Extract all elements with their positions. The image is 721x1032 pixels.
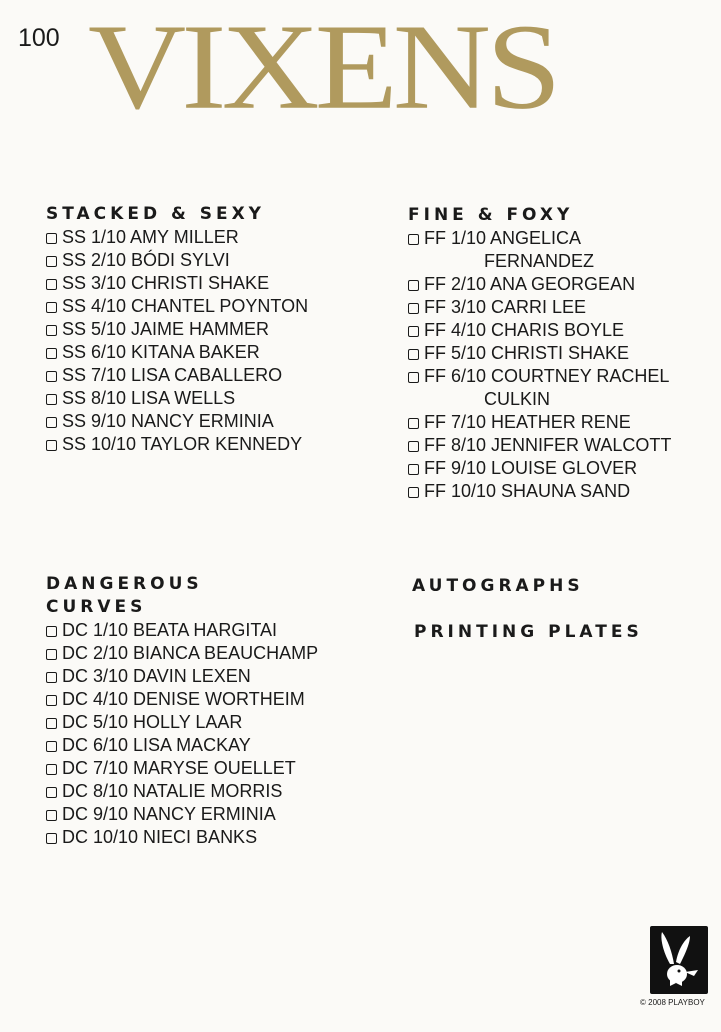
autographs-heading: AUTOGRAPHS [412,576,584,596]
checklist-item-label: DC 3/10 DAVIN LEXEN [62,666,251,686]
checkbox-icon[interactable] [46,626,57,637]
checklist-item [46,619,318,642]
checklist-item-label: DC 4/10 DENISE WORTHEIM [62,689,305,709]
checklist-item [46,272,308,295]
checkbox-icon[interactable] [46,787,57,798]
checklist-item-label: FF 6/10 COURTNEY RACHEL [424,366,670,386]
checklist-item-label: FF 5/10 CHRISTI SHAKE [424,343,630,363]
checklist-item-label: SS 2/10 BÓDI SYLVI [62,250,230,270]
checklist-item-label: DC 10/10 NIECI BANKS [62,827,258,847]
heading-line: CURVES [46,597,147,617]
checkbox-icon[interactable] [46,417,57,428]
checkbox-icon[interactable] [46,256,57,267]
checklist-item [46,780,318,803]
checklist-item-label: SS 4/10 CHANTEL POYNTON [62,296,309,316]
checklist-item [46,295,308,318]
checklist-item-label: FF 9/10 LOUISE GLOVER [424,458,638,478]
checklist-item [408,457,671,480]
checklist-item-label: FF 8/10 JENNIFER WALCOTT [424,435,672,455]
checkbox-icon[interactable] [46,718,57,729]
checklist-item-label: DC 5/10 HOLLY LAAR [62,712,243,732]
checklist-item [46,757,318,780]
checklist-item [408,227,671,273]
checklist-item [408,273,671,296]
checkbox-icon[interactable] [408,234,419,245]
checklist-item-label: DC 8/10 NATALIE MORRIS [62,781,283,801]
checklist-item [46,642,318,665]
checkbox-icon[interactable] [408,441,419,452]
checklist-item-label: FF 7/10 HEATHER RENE [424,412,631,432]
checklist-item-label: FF 1/10 ANGELICA [424,228,582,248]
checklist-item [46,433,308,456]
checkbox-icon[interactable] [46,279,57,290]
checkbox-icon[interactable] [46,695,57,706]
checklist-item-label: FF 4/10 CHARIS BOYLE [424,320,625,340]
card-number: 100 [18,24,60,52]
checkbox-icon[interactable] [46,649,57,660]
checkbox-icon[interactable] [408,280,419,291]
checklist-item-label: SS 10/10 TAYLOR KENNEDY [62,434,303,454]
checklist [46,226,308,456]
checklist-item [46,226,308,249]
checklist-item-label: FF 3/10 CARRI LEE [424,297,587,317]
checkbox-icon[interactable] [46,833,57,844]
checkbox-icon[interactable] [46,325,57,336]
dangerous-curves-section [46,573,318,849]
checklist-item [408,411,671,434]
checkbox-icon[interactable] [46,764,57,775]
checklist-item-label: SS 5/10 JAIME HAMMER [62,319,270,339]
checklist-item [46,665,318,688]
checklist-item-label: SS 9/10 NANCY ERMINIA [62,411,274,431]
checkbox-icon[interactable] [46,672,57,683]
checkbox-icon[interactable] [408,349,419,360]
heading-line: DANGEROUS [46,574,203,594]
brand-title: VIXENS [88,0,557,135]
checklist-item [408,365,671,411]
checkbox-icon[interactable] [46,302,57,313]
checklist [46,619,318,849]
checklist-item [408,434,671,457]
checklist-item [46,410,308,433]
checkbox-icon[interactable] [408,464,419,475]
checkbox-icon[interactable] [408,326,419,337]
checklist-item [46,318,308,341]
checkbox-icon[interactable] [408,372,419,383]
checklist-item-continuation: CULKIN [484,389,551,409]
checklist-item-continuation: FERNANDEZ [484,251,595,271]
checklist-item-label: DC 7/10 MARYSE OUELLET [62,758,296,778]
checklist-item [408,342,671,365]
checkbox-icon[interactable] [46,741,57,752]
checkbox-icon[interactable] [46,348,57,359]
checklist-item-label: SS 1/10 AMY MILLER [62,227,239,247]
section-heading [46,573,318,619]
checklist-item-label: SS 7/10 LISA CABALLERO [62,365,283,385]
checklist-item-label: FF 10/10 SHAUNA SAND [424,481,631,501]
checklist-item-label: DC 1/10 BEATA HARGITAI [62,620,278,640]
checklist-item [46,364,308,387]
checklist-item [46,249,308,272]
rabbit-head-icon [650,926,708,994]
checkbox-icon[interactable] [46,440,57,451]
checkbox-icon[interactable] [46,810,57,821]
checklist-item [408,319,671,342]
checkbox-icon[interactable] [408,303,419,314]
checkbox-icon[interactable] [46,371,57,382]
checklist-item [46,826,318,849]
checkbox-icon[interactable] [46,394,57,405]
checklist-item-label: DC 9/10 NANCY ERMINIA [62,804,276,824]
checklist-item [46,688,318,711]
checklist-item-label: SS 6/10 KITANA BAKER [62,342,260,362]
checkbox-icon[interactable] [408,418,419,429]
section-heading: STACKED & SEXY [46,204,265,224]
checklist-item [408,296,671,319]
checklist-item-label: DC 2/10 BIANCA BEAUCHAMP [62,643,319,663]
checklist-item [46,734,318,757]
section-heading: FINE & FOXY [408,205,574,225]
checkbox-icon[interactable] [408,487,419,498]
checkbox-icon[interactable] [46,233,57,244]
stacked-sexy-section [46,203,308,456]
copyright: © 2008 PLAYBOY [640,998,705,1007]
checklist-item-label: FF 2/10 ANA GEORGEAN [424,274,636,294]
fine-foxy-section [408,204,671,503]
checklist-item [408,480,671,503]
checklist-item-label: SS 8/10 LISA WELLS [62,388,236,408]
checklist [408,227,671,503]
checklist-item [46,341,308,364]
checklist-item-label: DC 6/10 LISA MACKAY [62,735,251,755]
checklist-item [46,387,308,410]
checklist-item-label: SS 3/10 CHRISTI SHAKE [62,273,270,293]
checklist-item [46,803,318,826]
checklist-item [46,711,318,734]
printing-plates-heading: PRINTING PLATES [414,622,643,642]
